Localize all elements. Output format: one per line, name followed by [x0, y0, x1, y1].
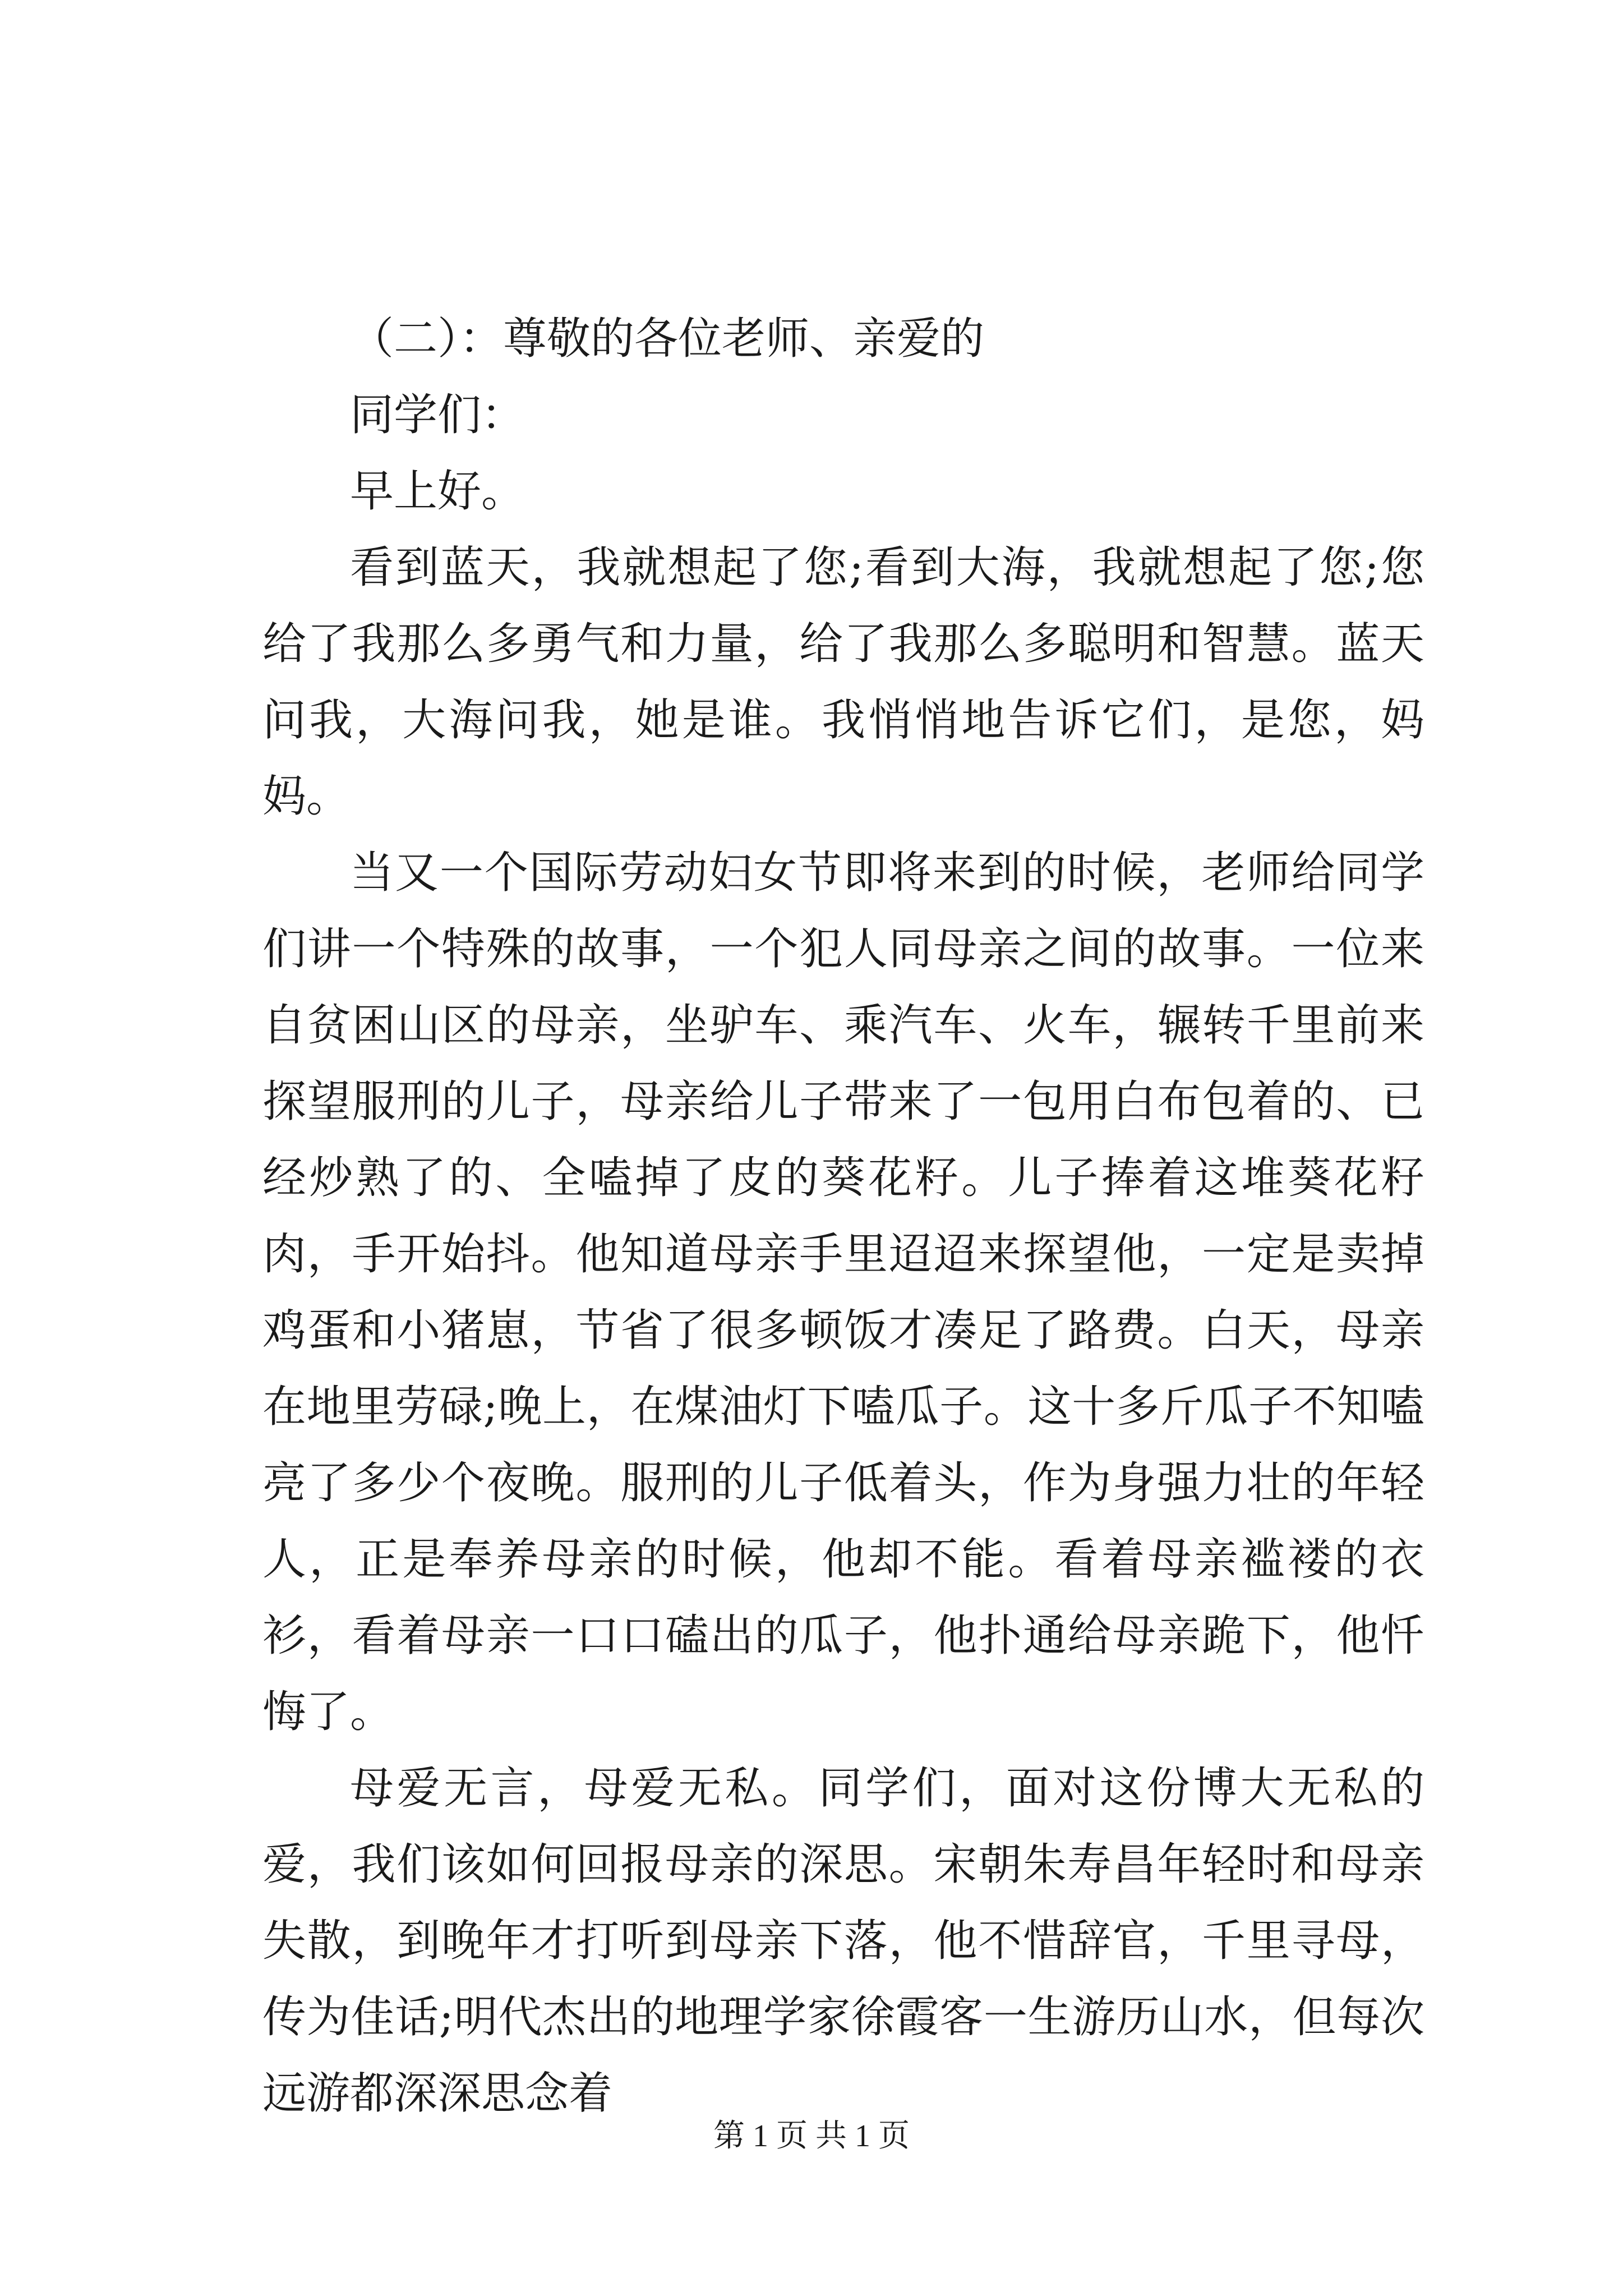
document-body [262, 301, 1424, 2132]
paragraph-body-1: 看到蓝天，我就想起了您;看到大海，我就想起了您;您给了我那么多勇气和力量，给了我那么多聪明和智慧。蓝天问我，大海问我，她是谁。我悄悄地告诉它们，是您，妈妈。 [262, 542, 1424, 822]
paragraph-body-3: 母爱无言，母爱无私。同学们，面对这份博大无私的爱，我们该如何回报母亲的深思。宋朝朱寿昌年轻时和母亲失散，到晚年才打听到母亲下落，他不惜辞官，千里寻母，传为佳话;明代杰出的地理学家徐霞客一生游历山水，但每次远游都深深思念着 [262, 1763, 1424, 2119]
paragraph-heading: （二）：尊敬的各位老师、亲爱的 [350, 314, 985, 364]
page-footer: 第 1 页 共 1 页 [713, 2119, 910, 2154]
paragraph-body-2: 当又一个国际劳动妇女节即将来到的时候，老师给同学们讲一个特殊的故事，一个犯人同母亲之间的故事。一位来自贫困山区的母亲，坐驴车、乘汽车、火车，辗转千里前来探望服刑的儿子，母亲给儿子带来了一包用白布包着的、已经炒熟了的、全嗑掉了皮的葵花籽。儿子捧着这堆葵花籽肉，手开始抖。他知道母亲手里迢迢来探望他，一定是卖掉鸡蛋和小猪崽，节省了很多顿饭才凑足了路费。白天，母亲在地里劳碌;晚上，在煤油灯下嗑瓜子。这十多斤瓜子不知嗑亮了多少个夜晚。服刑的儿子低着头，作为身强力壮的年轻人，正是奉养母亲的时候，他却不能。看着母亲褴褛的衣衫，看着母亲一口口磕出的瓜子，他扑通给母亲跪下，他忏悔了。 [262, 848, 1424, 1737]
paragraph-salutation: 同学们： [350, 390, 525, 440]
paragraph-greeting: 早上好。 [350, 466, 525, 517]
